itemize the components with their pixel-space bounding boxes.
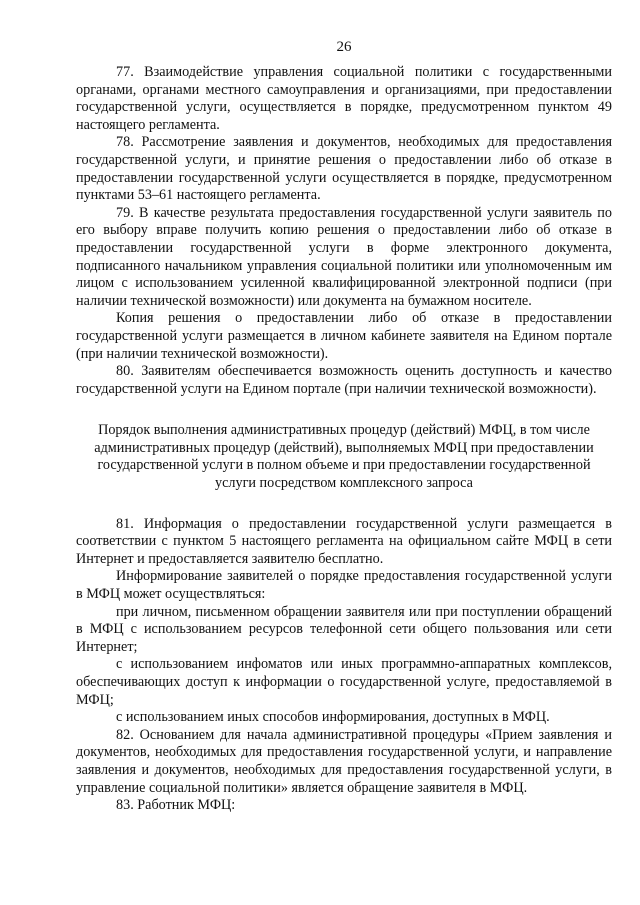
paragraph-other-methods: с использованием иных способов информирования, доступных в МФЦ. [116,709,550,726]
paragraph-83: 83. Работник МФЦ: [116,797,236,814]
paragraph-personal-request: при личном, письменном обращении заявителя или при поступлении обращений в МФЦ с использованием ресурсов телефонной сети общего пользования или сети Интернет; [76,603,612,655]
paragraph-79: 79. В качестве результата предоставления государственной услуги заявитель по его выбору вправе получить копию решения о предоставлении либо об отказе в предоставлении государственной услуги в форме электронного документа, подписанного начальником управления социальной политики или уполномоченным им лицом с использованием усиленной квалифицированной электронной подписи (при наличии технической возможности) или документа на бумажном носителе. [76,204,612,309]
paragraph-82: 82. Основанием для начала административной процедуры «Прием заявления и документов, необходимых для предоставления государственной услуги, и направление заявления и документов, необходимых для предоставления государственной услуги, в управление социальной политики» является обращение заявителя в МФЦ. [76,726,612,796]
paragraph-78: 78. Рассмотрение заявления и документов, необходимых для предоставления государственной услуги, и принятие решения о предоставлении либо об отказе в предоставлении государственной услуги осуществляется в порядке, предусмотренном пунктами 53–61 настоящего регламента. [76,134,612,204]
paragraph-79-copy: Копия решения о предоставлении либо об отказе в предоставлении государственной услуги размещается в личном кабинете заявителя на Едином портале (при наличии технической возможности). [76,310,612,362]
paragraph-infomats: с использованием инфоматов или иных программно-аппаратных комплексов, обеспечивающих доступ к информации о государственной услуге, предоставляемой в МФЦ; [76,656,612,708]
paragraph-80: 80. Заявителям обеспечивается возможность оценить доступность и качество государственной услуги на Едином портале (при наличии технической возможности). [76,363,612,397]
paragraph-77: 77. Взаимодействие управления социальной политики с государственными органами, органами местного самоуправления и организациями, при предоставлении государственной услуги, осуществляется в порядке, предусмотренном пунктом 49 настоящего регламента. [76,64,612,133]
page-number: 26 [336,39,352,55]
paragraph-81: 81. Информация о предоставлении государственной услуги размещается в соответствии с пунктом 5 настоящего регламента на официальном сайте МФЦ в сети Интернет и предоставляется заявителю бесплатно. [76,515,612,567]
section-heading: Порядок выполнения административных процедур (действий) МФЦ, в том числе административных процедур (действий), выполняемых МФЦ при предоставлении государственной услуги в полном объеме и при предоставлении государственной услуги посредством комплексного запроса [94,422,594,492]
paragraph-informing: Информирование заявителей о порядке предоставления государственной услуги в МФЦ может осуществляться: [76,568,612,603]
